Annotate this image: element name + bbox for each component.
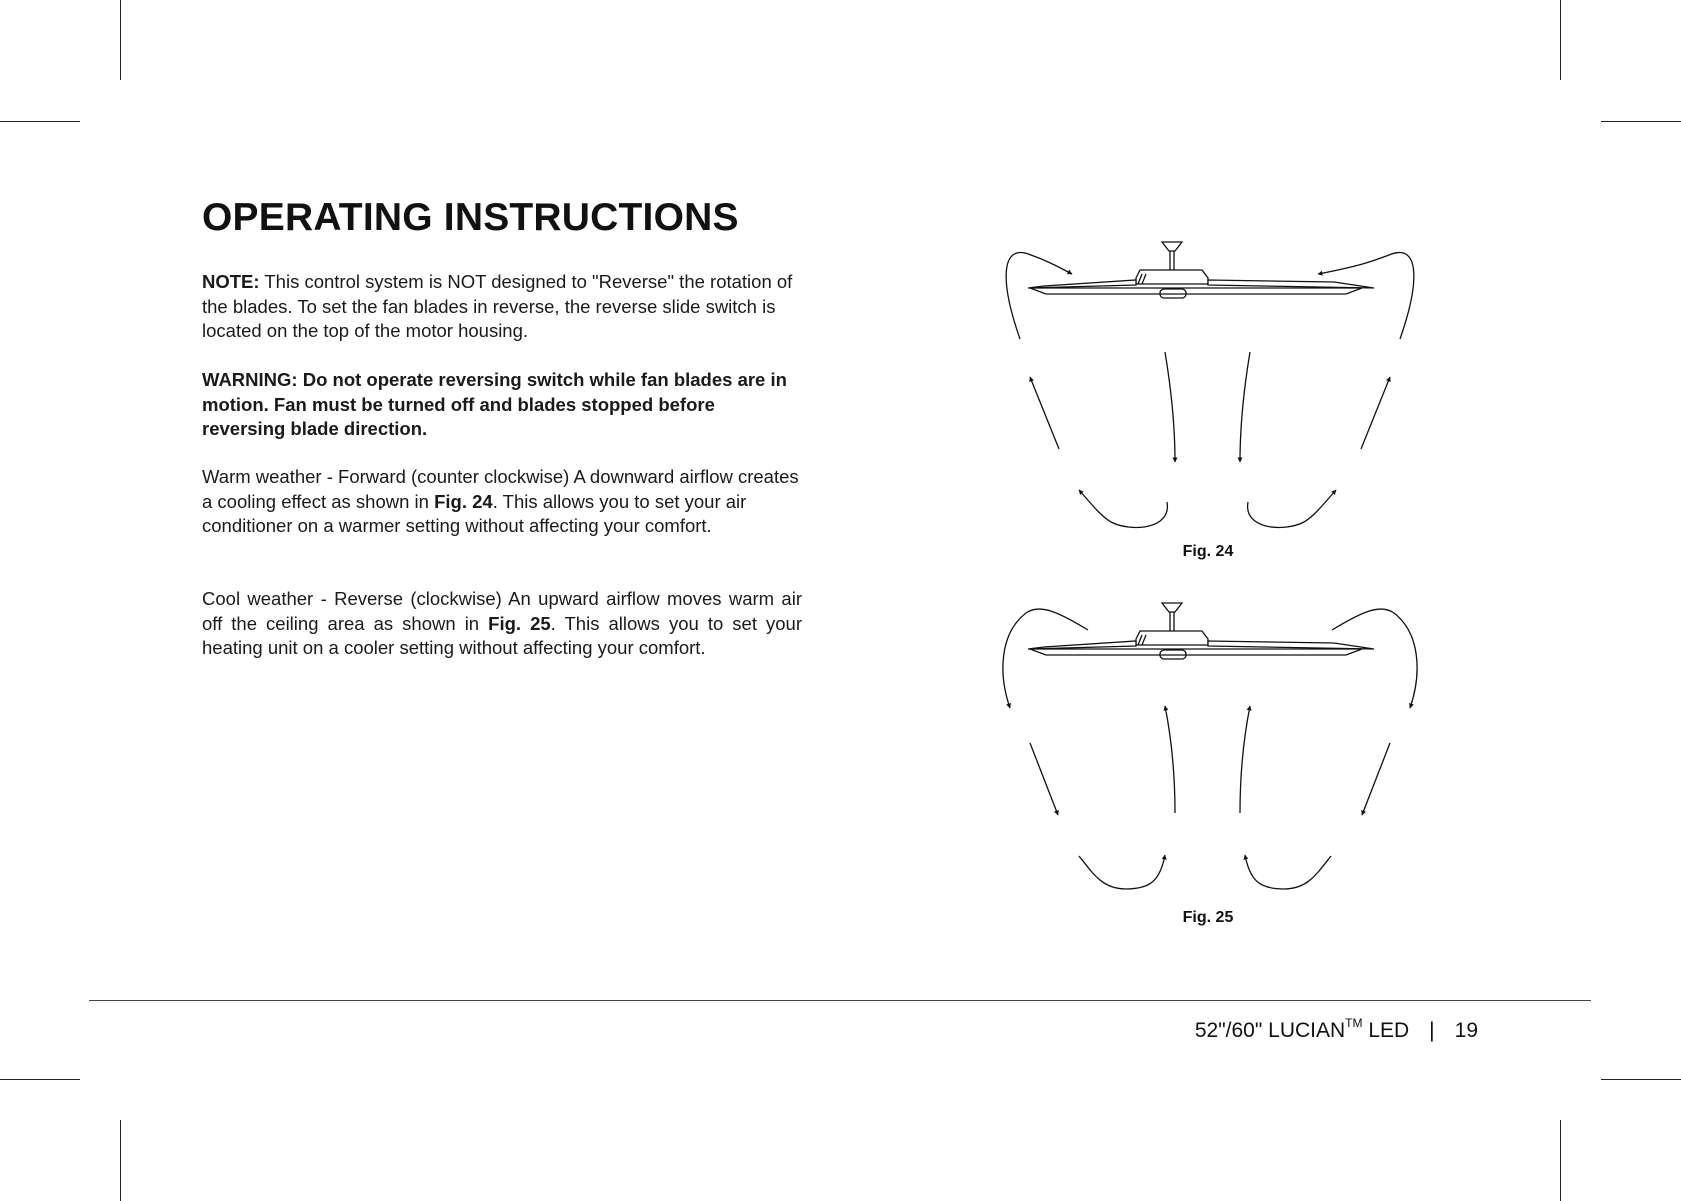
crop-mark bbox=[120, 0, 121, 80]
crop-mark bbox=[1601, 121, 1681, 122]
cool-weather-text-1: Cool weather - Reverse (clockwise) An upward airflow moves warm air off the ceiling area as shown in bbox=[202, 588, 802, 634]
warning-paragraph bbox=[202, 368, 802, 442]
footer-rule bbox=[89, 1000, 1591, 1001]
footer-model: 52"/60" LUCIAN bbox=[1194, 1019, 1346, 1042]
note-label: NOTE: bbox=[202, 271, 260, 292]
footer-trademark: TM bbox=[1345, 1016, 1363, 1030]
cool-weather-paragraph bbox=[202, 587, 802, 661]
ceiling-fan-icon bbox=[1028, 242, 1374, 298]
warm-weather-paragraph bbox=[202, 465, 802, 539]
footer-suffix: LED bbox=[1362, 1019, 1410, 1042]
fig-24-reference: Fig. 24 bbox=[434, 490, 493, 512]
crop-mark bbox=[120, 1120, 121, 1201]
fig-24-diagram bbox=[990, 232, 1430, 532]
warm-weather-text-2: . This allows you to set your air conditioner on a warmer setting without affecting your comfort. bbox=[202, 490, 747, 537]
cool-weather-text-2: . This allows you to set your heating unit on a cooler setting without affecting your comfort. bbox=[202, 612, 802, 659]
page-number: 19 bbox=[1454, 1019, 1478, 1042]
ceiling-fan-icon bbox=[1028, 603, 1374, 659]
crop-mark bbox=[1560, 1120, 1561, 1201]
warm-weather-text-1: Warm weather - Forward (counter clockwise) A downward airflow creates a cooling effect as shown in bbox=[202, 466, 799, 512]
footer-separator: | bbox=[1429, 1019, 1435, 1042]
warning-text: Do not operate reversing switch while fan blades are in motion. Fan must be turned off and blades stopped before reversing blade direction. bbox=[202, 369, 787, 440]
note-text: This control system is NOT designed to "Reverse" the rotation of the blades. To set the fan blades in reverse, the reverse slide switch is located on the top of the motor housing. bbox=[202, 271, 793, 342]
footer bbox=[1195, 1018, 1478, 1043]
crop-mark bbox=[0, 1079, 80, 1080]
fig-25-reference: Fig. 25 bbox=[488, 612, 551, 634]
fig-25-diagram bbox=[990, 593, 1430, 895]
note-paragraph bbox=[202, 270, 802, 344]
crop-mark bbox=[0, 121, 80, 122]
fig-25-caption: Fig. 25 bbox=[1182, 909, 1234, 926]
page-title: OPERATING INSTRUCTIONS bbox=[202, 196, 739, 239]
crop-mark bbox=[1601, 1079, 1681, 1080]
warning-label: WARNING: bbox=[202, 369, 298, 390]
fig-24-caption: Fig. 24 bbox=[1182, 543, 1234, 560]
crop-mark bbox=[1560, 0, 1561, 80]
